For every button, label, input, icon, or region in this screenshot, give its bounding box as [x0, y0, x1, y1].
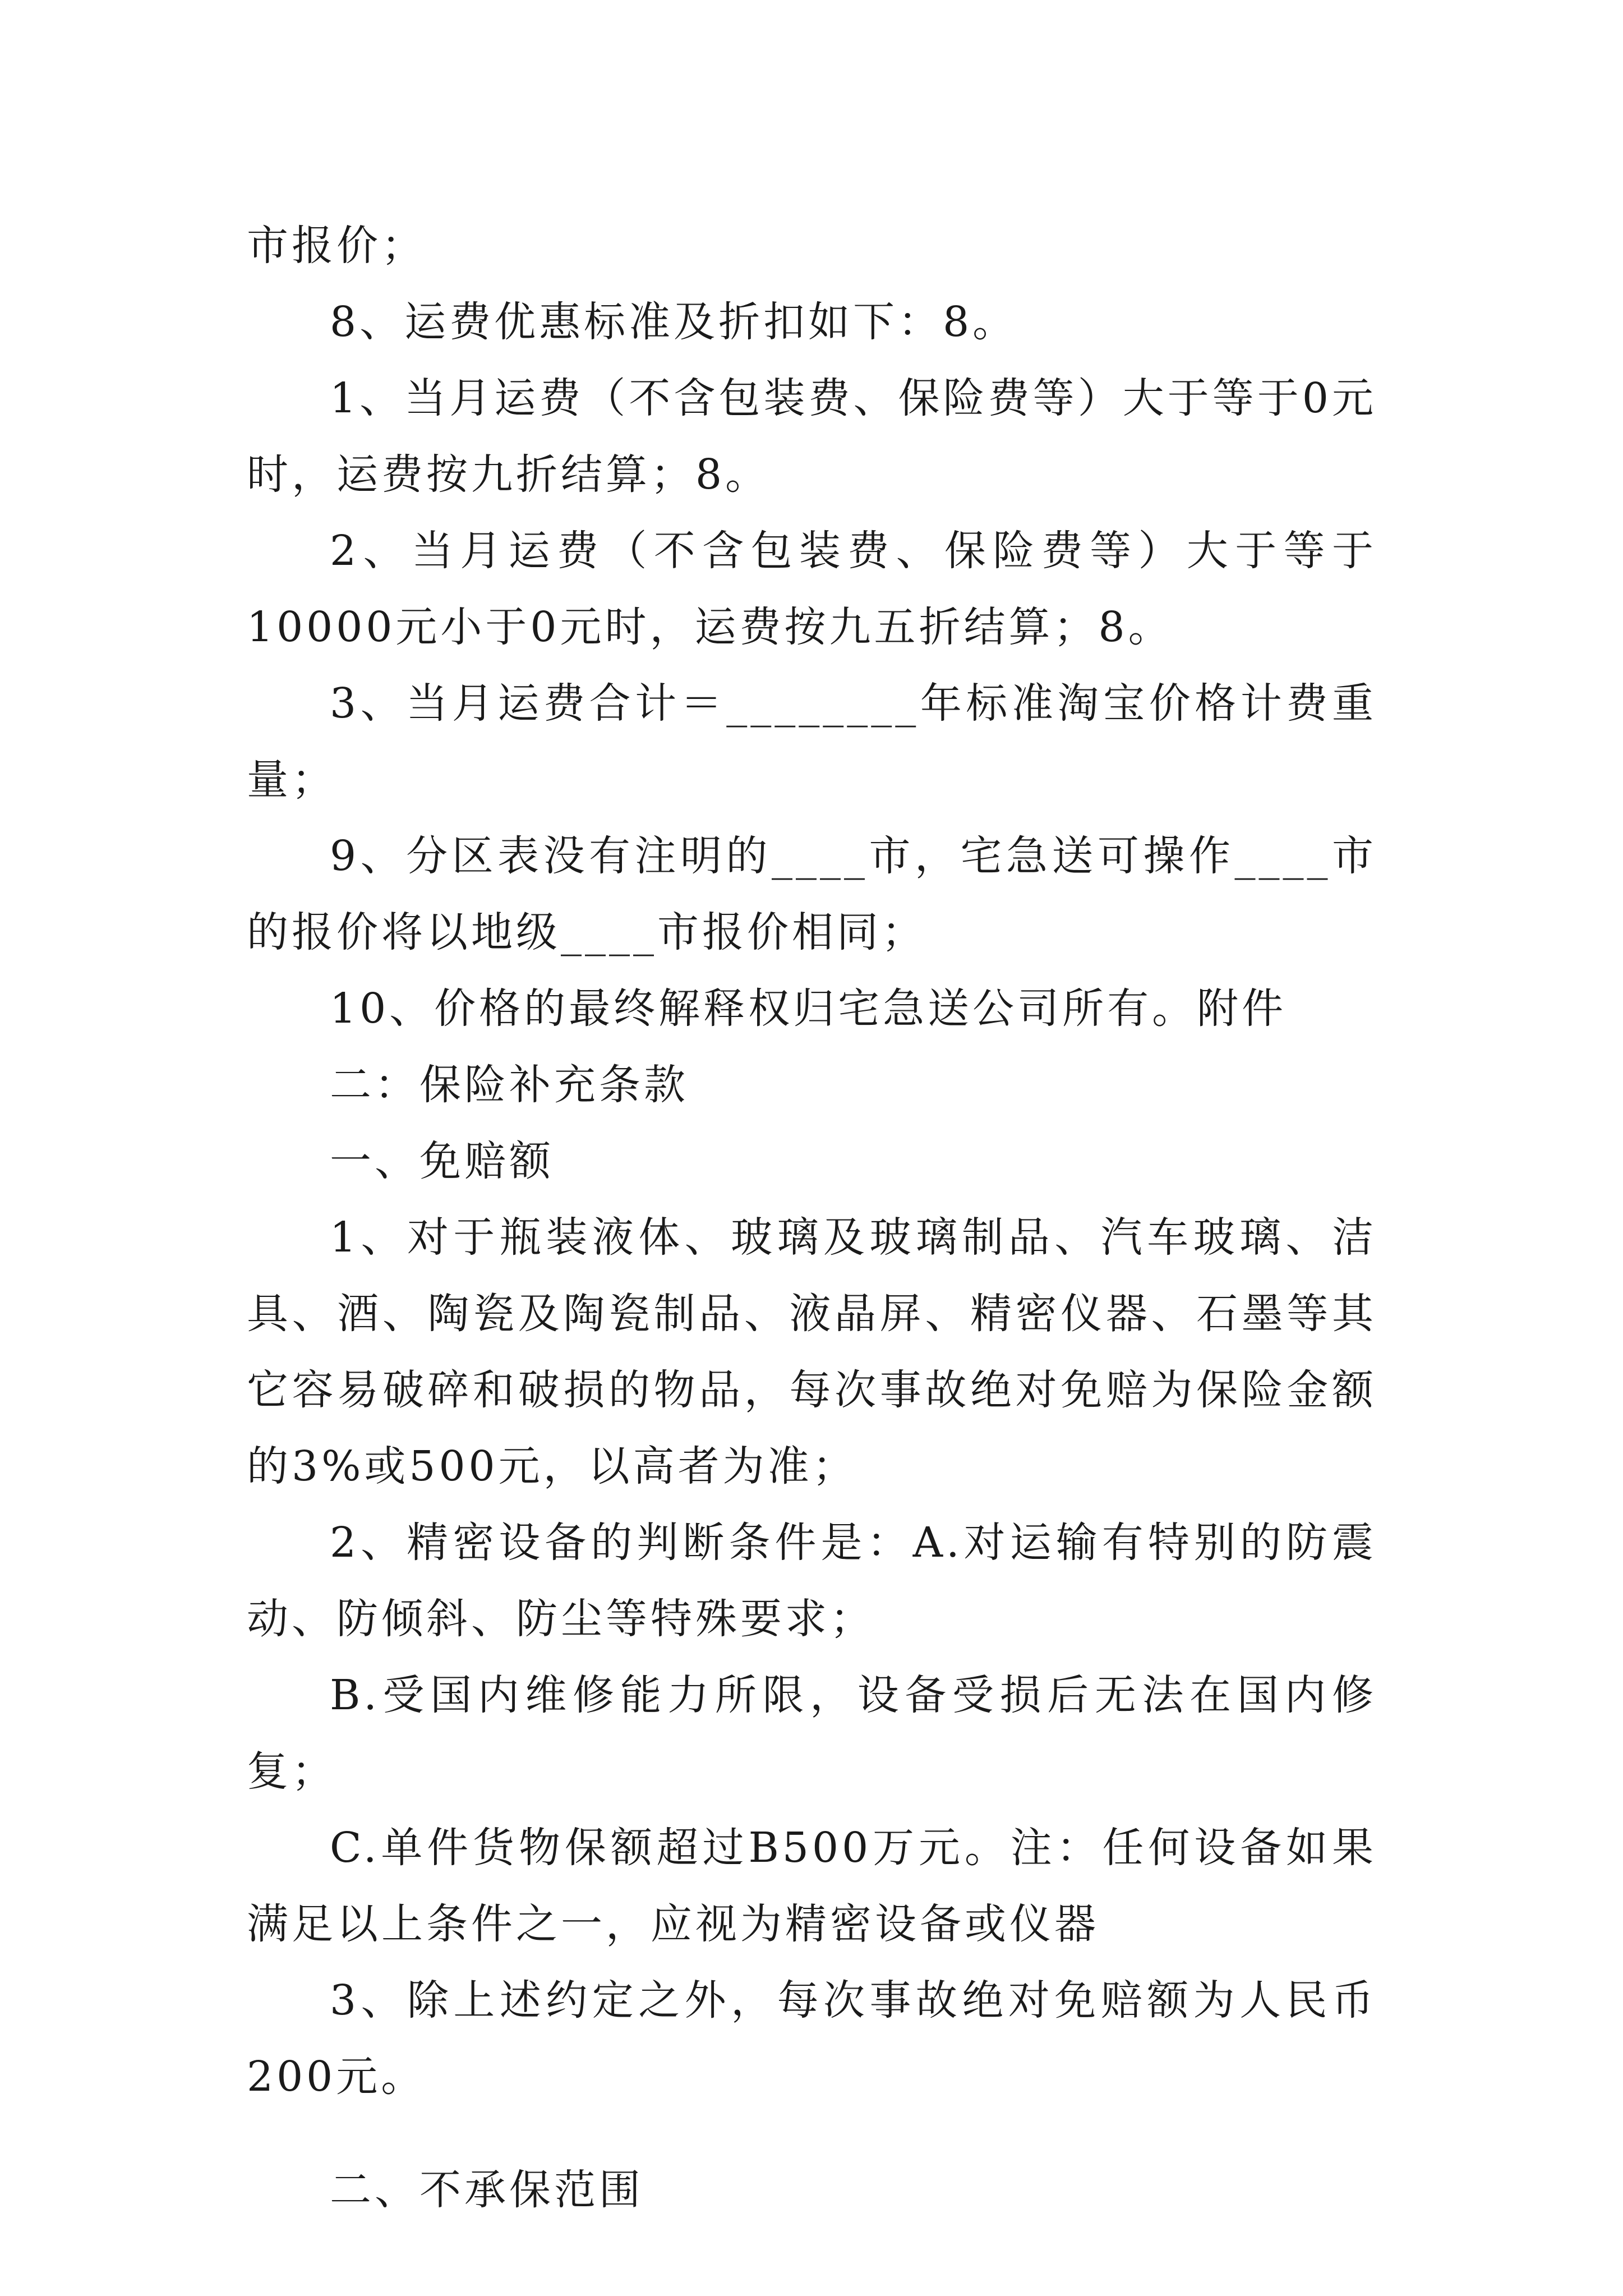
- paragraph-city-quote-end: 市报价；: [247, 222, 426, 270]
- paragraph-criteria-c: C.单件货物保额超过B500万元。注：任何设备如果满足以上条件之一，应视为精密设备或仪器: [247, 1824, 1377, 1948]
- paragraph-discount-tier-1: 1、当月运费（不含包装费、保险费等）大于等于0元时，运费按九折结算；8。: [247, 374, 1377, 499]
- heading-deductible: 一、免赔额: [330, 1137, 554, 1185]
- paragraph-discount-tier-2: 2、当月运费（不含包装费、保险费等）大于等于10000元小于0元时，运费按九五折结算；8。: [247, 527, 1377, 651]
- document-body: [247, 208, 1377, 2228]
- heading-exclusions: 二、不承保范围: [330, 2166, 644, 2214]
- paragraph-general-deductible: 3、除上述约定之外，每次事故绝对免赔额为人民币200元。: [247, 1976, 1377, 2101]
- paragraph-criteria-b: B.受国内维修能力所限，设备受损后无法在国内修复；: [247, 1671, 1377, 1796]
- paragraph-final-interpretation: 10、价格的最终解释权归宅急送公司所有。附件: [330, 984, 1287, 1033]
- paragraph-precision-criteria: 2、精密设备的判断条件是：A.对运输有特别的防震动、防倾斜、防尘等特殊要求；: [247, 1519, 1377, 1643]
- paragraph-monthly-total: 3、当月运费合计＝________年标准淘宝价格计费重量；: [247, 679, 1377, 804]
- paragraph-zone-table: 9、分区表没有注明的____市，宅急送可操作____市的报价将以地级____市报价相同；: [247, 832, 1377, 956]
- heading-insurance-clauses: 二：保险补充条款: [330, 1061, 689, 1109]
- paragraph-fragile-goods: 1、对于瓶装液体、玻璃及玻璃制品、汽车玻璃、洁具、酒、陶瓷及陶瓷制品、液晶屏、精密仪器、石墨等其它容易破碎和破损的物品，每次事故绝对免赔为保险金额的3%或500元，以高者为准；: [247, 1213, 1377, 1490]
- paragraph-discount-standard: 8、运费优惠标准及折扣如下：8。: [330, 298, 1018, 346]
